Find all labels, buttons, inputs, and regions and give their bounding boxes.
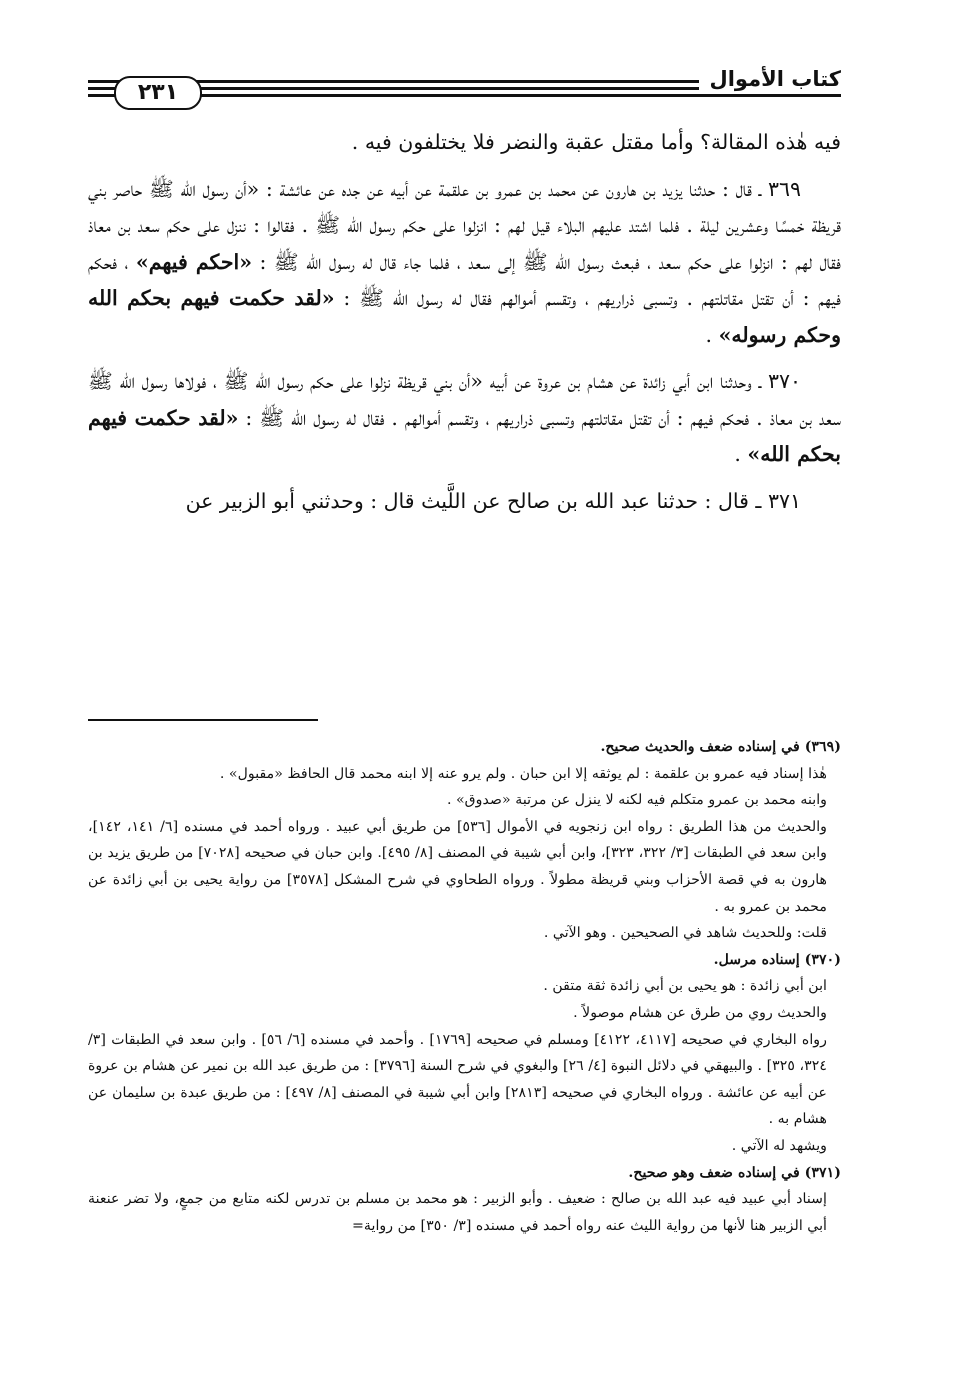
hadith-text: قال : حدثنا يزيد بن هارون عن محمد بن عمرو بن علقمة عن أبيه عن جده عن عائشة : «أن رسول الله ﷺ حاصر بني قريظة خمسًا وعشرين ليلة . فلما اشتد عليهم البلاء قيل لهم : انزلوا على حكم رسول الله ﷺ . فقالوا : ننزل على حكم سعد بن معاذ فقال لهم : انزلوا على حكم سعد ، فبعث رسول الله ﷺ إلى سعد ، فلما جاء قال له رسول الله ﷺ : bbox=[88, 176, 841, 274]
footnote-line: وابنه محمد بن عمرو متكلم فيه لكنه لا ينزل عن مرتبة «صدوق» . bbox=[446, 792, 827, 809]
hadith-number: ٣٧١ ـ bbox=[755, 488, 801, 513]
footnote-line: والحديث روي من طرق عن هشام موصولاً . bbox=[573, 1004, 827, 1021]
footnote-line: ويشهد له الآتي . bbox=[731, 1137, 827, 1154]
footnote-line: رواه البخاري في صحيحه [٤١١٧، ٤١٢٢] ومسلم في صحيحه [١٧٦٩] . وأحمد في مسنده [٦/ ٥٦] . وابن سعد في الطبقات [٣/ ٣٢٤، ٣٢٥] . والبيهقي في دلائل النبوة [٤/ ٢٦] والبغوي في شرح السنة [٣٧٩٦] : من طريق عبد الله بن نمير عن هشام بن عروة عن أبيه عن عائشة . ورواه البخاري في صحيحه [٢٨١٣] وابن أبي شيبة في المصنف [٨/ ٤٩٧] : من طريق عبدة بن سليمان عن هشام به . bbox=[88, 1031, 827, 1128]
footnote-separator bbox=[88, 719, 318, 721]
hadith-text: وحدثنا ابن أبي زائدة عن هشام بن عروة عن أبيه «أن بني قريظة نزلوا على حكم رسول الله ﷺ ، فولاها رسول الله ﷺ سعد بن معاذ . فحكم فيهم : أن تقتل مقاتلتهم وتسبى ذراريهم ، وتقسم أموالهم . فقال له رسول الله ﷺ : bbox=[88, 369, 841, 430]
hadith-text-cont: ، فحكم فيهم : أن تقتل مقاتلتهم . وتسبى ذراريهم ، وتقسم أموالهم فقال له رسول الله ﷺ : bbox=[88, 249, 841, 310]
hadith-quote: «لقد حكمت فيهم بحكم الله» bbox=[88, 405, 841, 466]
footnotes bbox=[88, 734, 841, 1239]
footnote-line: إسناد أبي عبيد فيه عبد الله بن صالح : ضعيف . وأبو الزبير : هو محمد بن مسلم بن تدرس لكنه متابع من جمعٍ، ولا تضر عنعنة أبي الزبير هنا لأنها من رواية الليث عنه رواه أحمد في مسنده [٣/ ٣٥٠] من رواية= bbox=[88, 1191, 827, 1234]
hadith-370 bbox=[88, 363, 841, 473]
book-title: كتاب الأموال bbox=[699, 64, 841, 94]
hadith-quote: «احكم فيهم» bbox=[135, 249, 253, 274]
footnote-line: والحديث من هذا الطريق : رواه ابن زنجويه في الأموال [٥٣٦] من طريق أبي عبيد . ورواه أحمد في مسنده [٦/ ١٤١، ١٤٢]، وابن سعد في الطبقات [٣/ ٣٢٢، ٣٢٣]، وابن أبي شيبة في المصنف [٨/ ٤٩٥]. وابن حبان في صحيحه [٧٠٢٨] من طريق يزيد بن هارون به في قصة الأحزاب وبني قريظة مطولاً . ورواه الطحاوي في شرح المشكل [٣٥٧٨] من رواية يحيى بن أبي زائدة عن محمد بن عمرو به . bbox=[88, 818, 827, 915]
footnote-line: قلت: وللحديث شاهد في الصحيحين . وهو الآتي . bbox=[543, 925, 827, 942]
hadith-text: قال : حدثنا عبد الله بن صالح عن اللَّيث قال : وحدثني أبو الزبير عن bbox=[185, 488, 749, 513]
page-header bbox=[88, 64, 841, 108]
hadith-end: . bbox=[734, 442, 741, 466]
footnote-heading: (٣٧١) في إسناده ضعف وهو صحيح. bbox=[628, 1164, 841, 1181]
hadith-369 bbox=[88, 171, 841, 354]
hadith-number: ٣٧٠ ـ bbox=[758, 369, 801, 393]
hadith-371 bbox=[88, 483, 841, 520]
footnote-heading: (٣٧٠) إسناده مرسل. bbox=[713, 951, 841, 968]
page-number: ٢٣١ bbox=[114, 76, 202, 110]
paragraph-continuation bbox=[88, 124, 841, 161]
footnote-line: ابن أبي زائدة : هو يحيى بن أبي زائدة ثقة متقن . bbox=[543, 978, 827, 995]
footnote-heading: (٣٦٩) في إسناده ضعف والحديث صحيح. bbox=[600, 739, 841, 755]
footnote-line: هٰذا إسناد فيه عمرو بن علقمة : لم يوثقه إلا ابن حبان . ولم يرو عنه إلا ابنه محمد قال الحافظ «مقبول» . bbox=[219, 765, 827, 782]
hadith-number: ٣٦٩ ـ bbox=[758, 176, 801, 201]
hadith-quote: «لقد حكمت فيهم بحكم الله وحكم رسوله» bbox=[88, 286, 841, 347]
hadith-end: . bbox=[705, 322, 713, 347]
main-text bbox=[88, 124, 841, 529]
paragraph-text: فيه هٰذه المقالة؟ وأما مقتل عقبة والنضر فلا يختلفون فيه . bbox=[351, 130, 841, 154]
